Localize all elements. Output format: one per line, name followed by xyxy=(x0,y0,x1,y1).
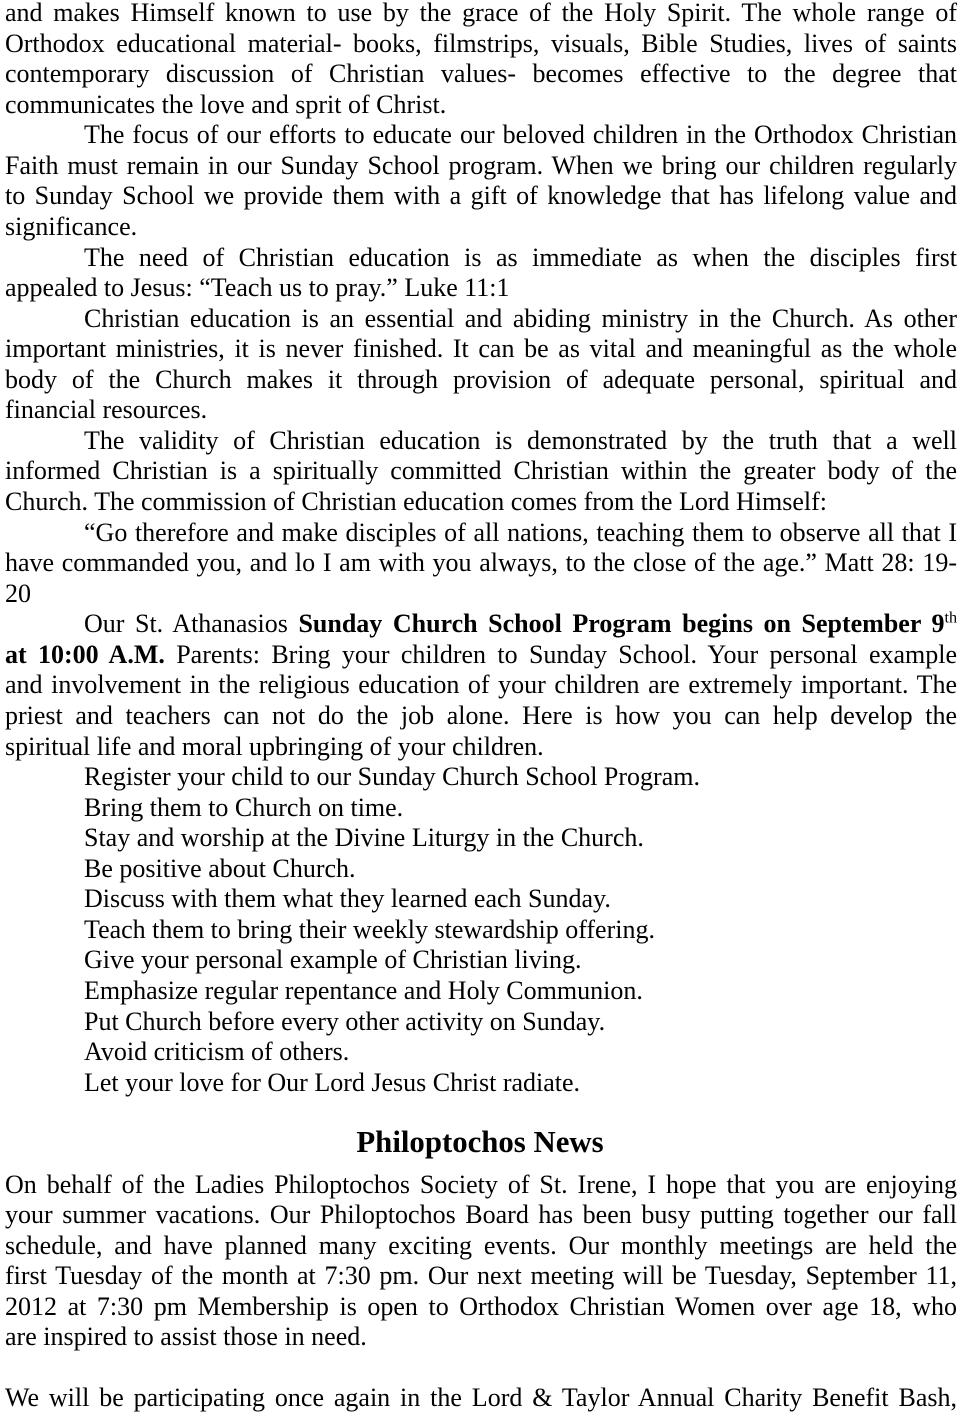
text-line: have commanded you, and lo I am with you always, to the close of the age.” Matt 28: 19- xyxy=(5,548,957,578)
text-line: financial resources. xyxy=(5,395,208,425)
text-line: important ministries, it is never finished. It can be as vital and meaningful as the whole xyxy=(5,334,957,364)
list-item: Register your child to our Sunday Church School Program. xyxy=(84,762,700,792)
section-heading: Philoptochos News xyxy=(356,1125,604,1159)
text-line: spiritual life and moral upbringing of your children. xyxy=(5,731,544,761)
program-time-line xyxy=(5,640,957,671)
text-line: are inspired to assist those in need. xyxy=(5,1322,367,1352)
help-list xyxy=(5,762,957,1098)
text-line: On behalf of the Ladies Philoptochos Society of St. Irene, I hope that you are enjoying xyxy=(5,1170,957,1199)
program-announcement-line xyxy=(5,609,957,640)
text-line: Church. The commission of Christian education comes from the Lord Himself: xyxy=(5,487,827,516)
text-line: to Sunday School we provide them with a gift of knowledge that has lifelong value and xyxy=(5,181,957,211)
paragraph-focus xyxy=(5,120,957,242)
scripture-quote xyxy=(5,518,957,610)
program-time-highlight: at 10:00 A.M. xyxy=(5,639,165,669)
text-line: body of the Church makes it through provision of adequate personal, spiritual and xyxy=(5,364,957,394)
text-line: appealed to Jesus: “Teach us to pray.” Luke 11:1 xyxy=(5,273,510,303)
christian-education-section xyxy=(5,0,957,1098)
philoptochos-paragraph xyxy=(5,1170,957,1353)
list-item: Put Church before every other activity on Sunday. xyxy=(84,1006,606,1036)
list-item: Teach them to bring their weekly stewardship offering. xyxy=(84,914,655,944)
list-item: Give your personal example of Christian living. xyxy=(84,945,582,975)
paragraph-program xyxy=(5,609,957,762)
text-line: communicates the love and sprit of Christ. xyxy=(5,89,447,119)
paragraph-continued xyxy=(5,0,957,120)
text-line: priest and teachers can not do the job alone. Here is how you can help develop the xyxy=(5,700,957,730)
text-line: Faith must remain in our Sunday School program. When we bring our children regularly xyxy=(5,150,957,180)
list-item: Bring them to Church on time. xyxy=(84,792,404,822)
text-line: The need of Christian education is as immediate as when the disciples first xyxy=(84,242,957,272)
philoptochos-closing-paragraph xyxy=(5,1383,957,1414)
list-item: Be positive about Church. xyxy=(84,853,356,883)
text-line: significance. xyxy=(5,211,138,241)
text-line: contemporary discussion of Christian values- becomes effective to the degree that xyxy=(5,59,957,89)
text-line: first Tuesday of the month at 7:30 pm. Our next meeting will be Tuesday, September 11, xyxy=(5,1261,957,1291)
program-intro-text: Our St. Athanasios xyxy=(84,609,288,639)
text-line: and involvement in the religious education of your children are extremely important. The xyxy=(5,670,957,700)
list-item: Emphasize regular repentance and Holy Communion. xyxy=(84,976,643,1005)
text-line: informed Christian is a spiritually committed Christian within the greater body of the xyxy=(5,456,957,486)
ordinal-suffix: th xyxy=(944,609,958,627)
list-item: Let your love for Our Lord Jesus Christ radiate. xyxy=(84,1067,581,1097)
text-line: 20 xyxy=(5,578,31,608)
program-parents-text: Parents: Bring your children to Sunday School. Your personal example xyxy=(176,639,958,669)
text-line: 2012 at 7:30 pm Membership is open to Orthodox Christian Women over age 18, who xyxy=(5,1291,957,1321)
text-line: your summer vacations. Our Philoptochos Board has been busy putting together our fall xyxy=(5,1200,957,1230)
program-start-highlight: Sunday Church School Program begins on September 9 xyxy=(298,609,945,639)
paragraph-need xyxy=(5,243,957,304)
list-item: Discuss with them what they learned each Sunday. xyxy=(84,884,611,914)
text-line: schedule, and have planned many exciting events. Our monthly meetings are held the xyxy=(5,1230,957,1260)
paragraph-ministry xyxy=(5,304,957,426)
list-item: Avoid criticism of others. xyxy=(84,1037,350,1067)
text-line: Christian education is an essential and abiding ministry in the Church. As other xyxy=(84,303,957,333)
list-item: Stay and worship at the Divine Liturgy in the Church. xyxy=(84,823,644,853)
text-line: Orthodox educational material- books, filmstrips, visuals, Bible Studies, lives of saints xyxy=(5,28,957,58)
text-line: “Go therefore and make disciples of all nations, teaching them to observe all that I xyxy=(84,517,957,547)
paragraph-validity xyxy=(5,426,957,518)
text-line: The focus of our efforts to educate our beloved children in the Orthodox Christian xyxy=(84,120,957,150)
text-line: The validity of Christian education is demonstrated by the truth that a well xyxy=(84,425,957,455)
text-line: We will be participating once again in the Lord & Taylor Annual Charity Benefit Bash, xyxy=(5,1383,957,1412)
text-line: and makes Himself known to use by the grace of the Holy Spirit. The whole range of xyxy=(5,0,957,27)
